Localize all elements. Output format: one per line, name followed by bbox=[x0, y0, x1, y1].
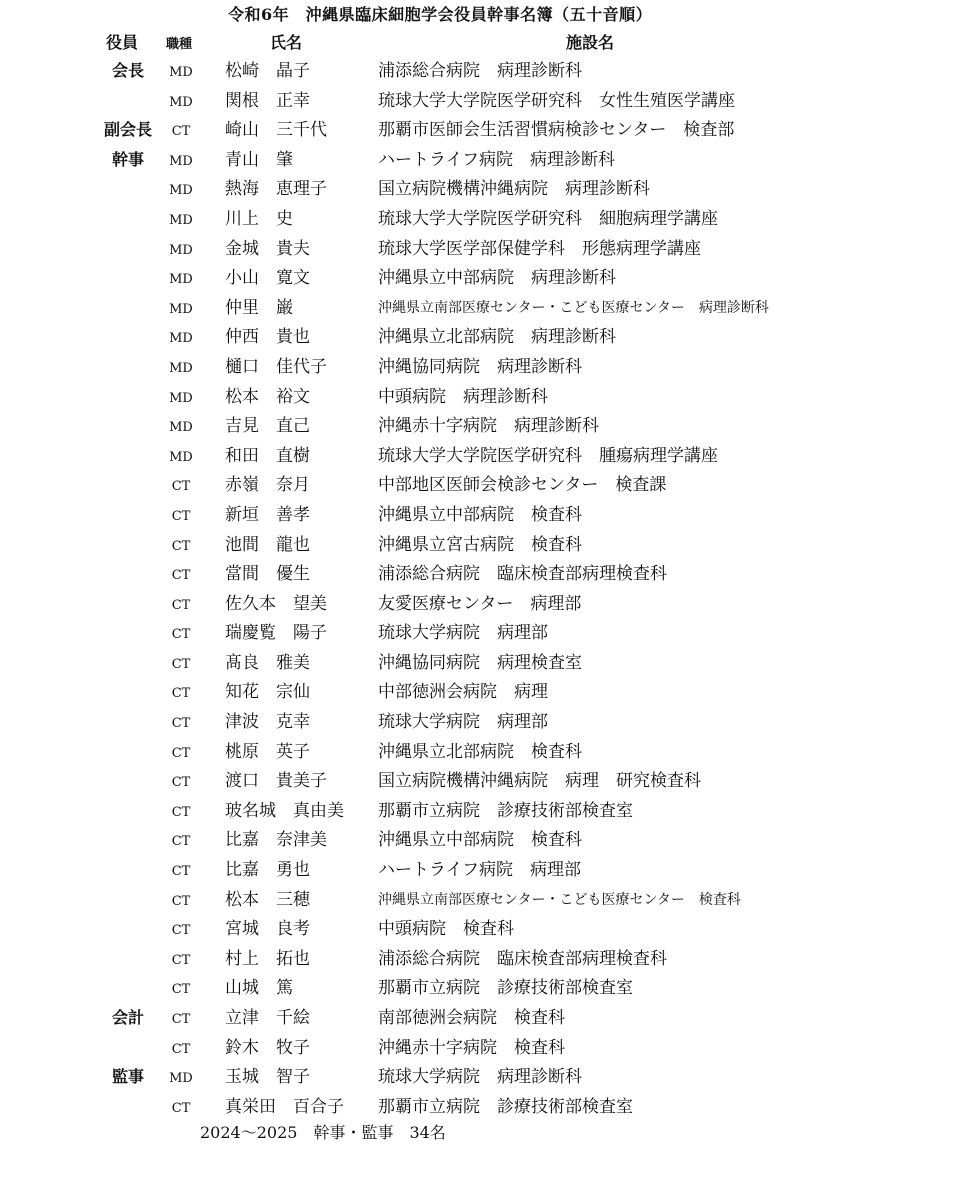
type-cell: MD bbox=[169, 212, 193, 228]
table-row bbox=[0, 944, 971, 974]
facility-cell: 那覇市医師会生活習慣病検診センター 検査部 bbox=[378, 120, 735, 141]
type-cell: CT bbox=[171, 864, 191, 880]
facility-cell: 沖縄県立中部病院 検査科 bbox=[378, 504, 582, 525]
facility-cell: 沖縄協同病院 病理検査室 bbox=[378, 652, 582, 673]
facility-cell: 国立病院機構沖縄病院 病理 研究検査科 bbox=[378, 771, 701, 792]
type-cell: CT bbox=[171, 597, 191, 613]
column-header-role: 役員 bbox=[106, 33, 139, 52]
name-cell: 玻名城 真由美 bbox=[225, 800, 344, 821]
name-cell: 桃原 英子 bbox=[225, 741, 310, 762]
facility-cell: 沖縄県立中部病院 検査科 bbox=[378, 830, 582, 851]
type-cell: MD bbox=[169, 153, 193, 169]
type-cell: CT bbox=[171, 923, 191, 939]
type-cell: CT bbox=[171, 982, 191, 998]
type-cell: CT bbox=[171, 804, 191, 820]
type-cell: CT bbox=[171, 656, 191, 672]
name-cell: 當間 優生 bbox=[225, 564, 310, 585]
table-row bbox=[0, 707, 971, 737]
type-cell: CT bbox=[171, 627, 191, 643]
facility-cell: 那覇市立病院 診療技術部検査室 bbox=[378, 978, 633, 999]
facility-cell: 琉球大学病院 病理部 bbox=[378, 623, 548, 644]
facility-cell: 琉球大学大学院医学研究科 細胞病理学講座 bbox=[378, 208, 718, 229]
name-cell: 津波 克幸 bbox=[225, 712, 310, 733]
facility-cell: 沖縄赤十字病院 検査科 bbox=[378, 1037, 565, 1058]
facility-cell: 浦添総合病院 臨床検査部病理検査科 bbox=[378, 564, 667, 585]
name-cell: 松本 三穂 bbox=[225, 889, 310, 910]
type-cell: MD bbox=[169, 183, 193, 199]
name-cell: 池間 龍也 bbox=[225, 534, 310, 555]
name-cell: 鈴木 牧子 bbox=[225, 1037, 310, 1058]
facility-cell: 琉球大学大学院医学研究科 女性生殖医学講座 bbox=[378, 90, 735, 111]
column-header-type: 職種 bbox=[166, 37, 193, 52]
role-cell: 監事 bbox=[111, 1067, 144, 1087]
facility-cell: 沖縄県立北部病院 病理診断科 bbox=[378, 327, 616, 348]
type-cell: CT bbox=[171, 716, 191, 732]
column-header-name: 氏名 bbox=[270, 33, 303, 52]
facility-cell: 琉球大学医学部保健学科 形態病理学講座 bbox=[378, 238, 701, 259]
table-row bbox=[0, 352, 971, 382]
name-cell: 松本 裕文 bbox=[225, 386, 310, 407]
name-cell: 瑞慶覧 陽子 bbox=[225, 623, 327, 644]
table-row bbox=[0, 1033, 971, 1063]
role-cell: 副会長 bbox=[103, 120, 152, 140]
type-cell: CT bbox=[171, 745, 191, 761]
type-cell: CT bbox=[171, 952, 191, 968]
table-row bbox=[0, 973, 971, 1003]
facility-cell: 沖縄協同病院 病理診断科 bbox=[378, 356, 582, 377]
facility-cell: 那覇市立病院 診療技術部検査室 bbox=[378, 1096, 633, 1117]
type-cell: CT bbox=[171, 538, 191, 554]
name-cell: 樋口 佳代子 bbox=[225, 356, 327, 377]
type-cell: CT bbox=[171, 893, 191, 909]
table-row bbox=[0, 648, 971, 678]
facility-cell: 沖縄県立宮古病院 検査科 bbox=[378, 534, 582, 555]
facility-cell: 沖縄赤十字病院 病理診断科 bbox=[378, 416, 599, 437]
role-cell: 会長 bbox=[111, 61, 144, 80]
name-cell: 真栄田 百合子 bbox=[225, 1096, 344, 1117]
type-cell: MD bbox=[169, 242, 193, 258]
name-cell: 川上 史 bbox=[225, 208, 293, 229]
table-row bbox=[0, 115, 971, 145]
facility-cell: 中頭病院 検査科 bbox=[378, 919, 514, 940]
type-cell: MD bbox=[169, 1071, 193, 1087]
facility-cell: 浦添総合病院 臨床検査部病理検査科 bbox=[378, 948, 667, 969]
type-cell: MD bbox=[169, 360, 193, 376]
column-header-facility: 施設名 bbox=[566, 33, 615, 52]
name-cell: 佐久本 望美 bbox=[225, 593, 327, 614]
facility-cell: 琉球大学大学院医学研究科 腫瘍病理学講座 bbox=[378, 445, 718, 466]
facility-cell: 琉球大学病院 病理部 bbox=[378, 712, 548, 733]
facility-cell: 南部徳洲会病院 検査科 bbox=[378, 1008, 565, 1028]
table-row bbox=[0, 559, 971, 589]
table-row bbox=[0, 382, 971, 412]
type-cell: CT bbox=[171, 686, 191, 702]
name-cell: 新垣 善孝 bbox=[225, 504, 310, 525]
facility-cell: 中頭病院 病理診断科 bbox=[378, 386, 548, 407]
type-cell: CT bbox=[171, 568, 191, 584]
table-row bbox=[0, 441, 971, 471]
name-cell: 玉城 智子 bbox=[225, 1067, 310, 1088]
type-cell: CT bbox=[171, 508, 191, 524]
facility-cell: 浦添総合病院 病理診断科 bbox=[378, 61, 582, 81]
type-cell: CT bbox=[171, 1100, 191, 1116]
table-row bbox=[0, 885, 971, 915]
table-row bbox=[0, 796, 971, 826]
facility-cell: 沖縄県立中部病院 病理診断科 bbox=[378, 268, 616, 289]
table-row bbox=[0, 1062, 971, 1092]
name-cell: 金城 貴夫 bbox=[225, 238, 310, 259]
name-cell: 宮城 良考 bbox=[225, 919, 310, 940]
table-row bbox=[0, 766, 971, 796]
table-row bbox=[0, 737, 971, 767]
type-cell: MD bbox=[169, 65, 193, 80]
type-cell: MD bbox=[169, 272, 193, 288]
role-cell: 会計 bbox=[111, 1008, 144, 1027]
type-cell: MD bbox=[169, 390, 193, 406]
type-cell: CT bbox=[171, 124, 191, 140]
facility-cell: ハートライフ病院 病理診断科 bbox=[378, 149, 615, 170]
page-title: 令和6年 沖縄県臨床細胞学会役員幹事名簿（五十音順） bbox=[228, 5, 653, 24]
member-list bbox=[0, 56, 971, 1121]
table-row bbox=[0, 589, 971, 619]
table-row bbox=[0, 204, 971, 234]
table-row bbox=[0, 322, 971, 352]
table-row bbox=[0, 86, 971, 116]
table-row bbox=[0, 234, 971, 264]
table-row bbox=[0, 293, 971, 323]
facility-cell: 琉球大学病院 病理診断科 bbox=[378, 1067, 582, 1088]
name-cell: 吉見 直己 bbox=[225, 416, 310, 437]
name-cell: 小山 寛文 bbox=[225, 268, 310, 289]
name-cell: 村上 拓也 bbox=[225, 948, 310, 969]
table-row bbox=[0, 855, 971, 885]
name-cell: 髙良 雅美 bbox=[225, 652, 310, 673]
table-row bbox=[0, 618, 971, 648]
type-cell: MD bbox=[169, 94, 193, 110]
table-row bbox=[0, 914, 971, 944]
name-cell: 仲里 巌 bbox=[225, 297, 293, 318]
type-cell: CT bbox=[171, 834, 191, 850]
facility-cell: 沖縄県立北部病院 検査科 bbox=[378, 741, 582, 762]
footer-note: 2024～2025 幹事・監事 34名 bbox=[200, 1123, 446, 1142]
type-cell: MD bbox=[169, 301, 193, 317]
type-cell: CT bbox=[171, 479, 191, 495]
table-row bbox=[0, 263, 971, 293]
facility-cell: 中部地区医師会検診センター 検査課 bbox=[378, 475, 667, 496]
facility-cell: 中部徳洲会病院 病理 bbox=[378, 682, 548, 703]
name-cell: 青山 肇 bbox=[225, 149, 293, 170]
table-row bbox=[0, 411, 971, 441]
name-cell: 松崎 晶子 bbox=[225, 61, 310, 81]
facility-cell: ハートライフ病院 病理部 bbox=[378, 860, 581, 881]
table-row bbox=[0, 145, 971, 175]
facility-cell: 沖縄県立南部医療センター・こども医療センター 病理診断科 bbox=[378, 299, 769, 316]
table-row bbox=[0, 825, 971, 855]
name-cell: 比嘉 奈津美 bbox=[225, 830, 327, 851]
name-cell: 仲西 貴也 bbox=[225, 327, 310, 348]
table-row bbox=[0, 56, 971, 86]
type-cell: CT bbox=[171, 1041, 191, 1057]
table-row bbox=[0, 1003, 971, 1033]
name-cell: 立津 千絵 bbox=[225, 1008, 310, 1028]
table-row bbox=[0, 1092, 971, 1122]
name-cell: 赤嶺 奈月 bbox=[225, 475, 310, 496]
table-row bbox=[0, 530, 971, 560]
name-cell: 崎山 三千代 bbox=[225, 120, 327, 141]
name-cell: 渡口 貴美子 bbox=[225, 771, 327, 792]
table-row bbox=[0, 500, 971, 530]
name-cell: 和田 直樹 bbox=[225, 445, 310, 466]
facility-cell: 友愛医療センター 病理部 bbox=[378, 593, 582, 614]
table-row bbox=[0, 470, 971, 500]
type-cell: MD bbox=[169, 449, 193, 465]
name-cell: 山城 篤 bbox=[225, 978, 293, 999]
name-cell: 比嘉 勇也 bbox=[225, 860, 310, 881]
facility-cell: 国立病院機構沖縄病院 病理診断科 bbox=[378, 179, 650, 200]
type-cell: CT bbox=[171, 775, 191, 791]
name-cell: 熱海 恵理子 bbox=[225, 179, 327, 200]
name-cell: 関根 正幸 bbox=[225, 90, 310, 111]
type-cell: MD bbox=[169, 331, 193, 347]
role-cell: 幹事 bbox=[111, 149, 144, 169]
table-row bbox=[0, 174, 971, 204]
table-row bbox=[0, 677, 971, 707]
type-cell: CT bbox=[171, 1012, 191, 1027]
facility-cell: 沖縄県立南部医療センター・こども医療センター 検査科 bbox=[378, 891, 741, 908]
name-cell: 知花 宗仙 bbox=[225, 682, 310, 703]
type-cell: MD bbox=[169, 420, 193, 436]
facility-cell: 那覇市立病院 診療技術部検査室 bbox=[378, 800, 633, 821]
